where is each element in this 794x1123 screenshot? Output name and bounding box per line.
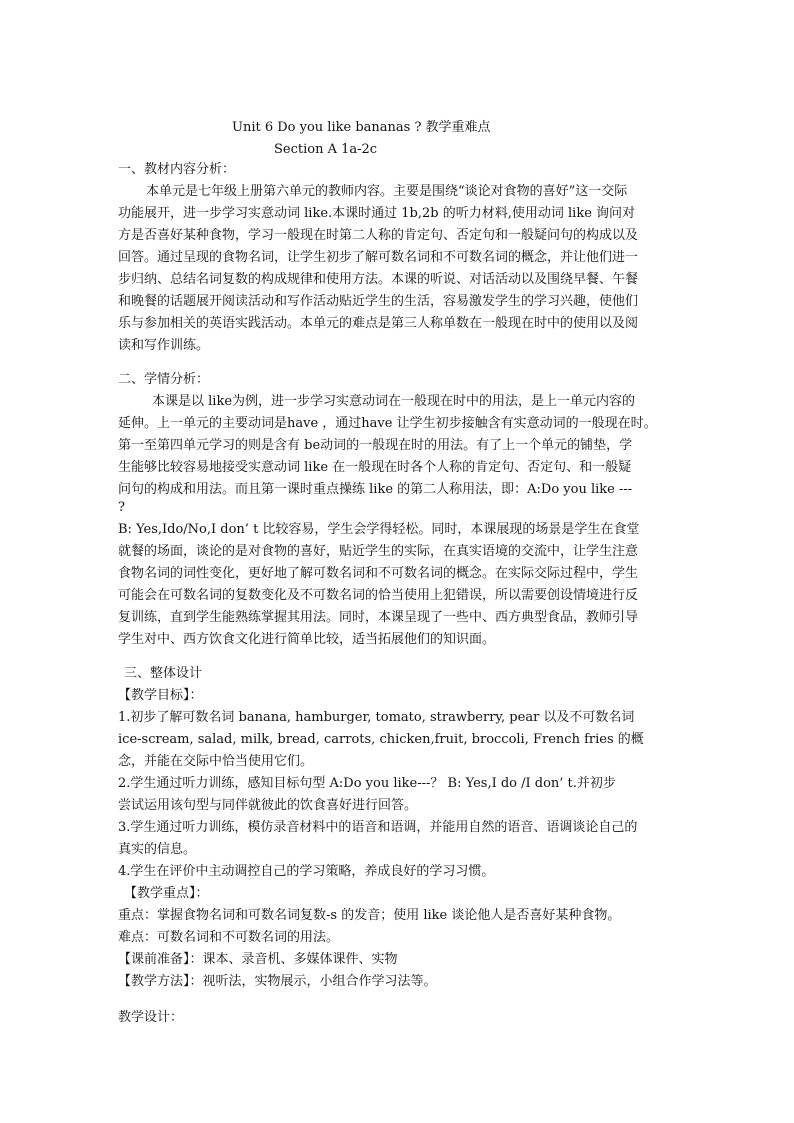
paragraph-line: 本单元是七年级上册第六单元的教师内容。主要是围绕“谈论对食物的喜好”这一交际: [146, 184, 628, 199]
paragraph-line: 生能够比较容易地接受实意动词 like 在一般现在时各个人称的肯定句、否定句、和一般疑: [118, 460, 632, 475]
document-subtitle: Section A 1a-2c: [274, 142, 378, 157]
paragraph-line: 就餐的场面，谈论的是对食物的喜好，贴近学生的实际，在真实语境的交流中，让学生注意: [118, 544, 639, 559]
paragraph-line: 三、整体设计: [124, 666, 203, 681]
paragraph-line: 难点：可数名词和不可数名词的用法。: [118, 930, 340, 945]
paragraph-line: ?: [118, 500, 125, 515]
paragraph-line: 1.初步了解可数名词 banana, hamburger, tomato, strawberry, pear 以及不可数名词: [118, 710, 635, 725]
paragraph-line: 【教学方法】：视听法，实物展示，小组合作学习法等。: [118, 974, 437, 989]
paragraph-line: 食物名词的词性变化，更好地了解可数名词和不可数名词的概念。在实际交际过程中，学生: [118, 566, 639, 581]
paragraph-line: 教学设计：: [118, 1010, 184, 1025]
paragraph-line: 一、教材内容分析：: [118, 162, 236, 177]
paragraph-line: 念，并能在交际中恰当使用它们。: [118, 754, 314, 769]
paragraph-line: ice-scream, salad, milk, bread, carrots, chicken,fruit, broccoli, French fries 的概: [118, 732, 644, 747]
paragraph-line: 【课前准备】：课本、录音机、多媒体课件、实物: [118, 952, 398, 967]
paragraph-line: 延伸。上一单元的主要动词是have ，通过have 让学生初步接触含有实意动词的一般现在时。: [118, 416, 657, 431]
paragraph-line: 重点：掌握食物名词和可数名词复数-s 的发音；使用 like 谈论他人是否喜好某种食物。: [118, 908, 621, 923]
paragraph-line: 本课是以 like为例，进一步学习实意动词在一般现在时中的用法，是上一单元内容的: [152, 394, 636, 409]
paragraph-line: 问句的构成和用法。而且第一课时重点操练 like 的第二人称用法，即：A:Do you like ---: [118, 482, 633, 497]
paragraph-line: 第一至第四单元学习的则是含有 be动词的一般现在时的用法。有了上一个单元的铺垫，学: [118, 438, 633, 453]
paragraph-line: 功能展开，进一步学习实意动词 like.本课时通过 1b,2b 的听力材料,使用动词 like 询问对: [118, 206, 636, 221]
paragraph-line: 二、学情分析：: [118, 372, 210, 387]
paragraph-line: 4.学生在评价中主动调控自己的学习策略，养成良好的学习习惯。: [118, 864, 495, 879]
paragraph-line: 可能会在可数名词的复数变化及不可数名词的恰当使用上犯错误，所以需要创设情境进行反: [118, 588, 639, 603]
document-title: Unit 6 Do you like bananas ? 教学重难点: [232, 120, 491, 135]
paragraph-line: 【教学目标】：: [118, 688, 203, 703]
paragraph-line: 复训练，直到学生能熟练掌握其用法。同时，本课呈现了一些中、西方典型食品，教师引导: [118, 610, 639, 625]
paragraph-line: 读和写作训练。: [118, 338, 210, 353]
paragraph-line: 学生对中、西方饮食文化进行简单比较，适当拓展他们的知识面。: [118, 632, 496, 647]
paragraph-line: 回答。通过呈现的食物名词，让学生初步了解可数名词和不可数名词的概念，并让他们进一: [118, 250, 639, 265]
paragraph-line: 尝试运用该句型与同伴就彼此的饮食喜好进行回答。: [118, 798, 418, 813]
paragraph-line: 【教学重点】：: [124, 886, 209, 901]
paragraph-line: B: Yes,Ido/No,I don’ t 比较容易，学生会学得轻松。同时，本课展现的场景是学生在食堂: [118, 522, 640, 537]
paragraph-line: 方是否喜好某种食物，学习一般现在时第二人称的肯定句、否定句和一般疑问句的构成以及: [118, 228, 639, 243]
paragraph-line: 步归纳、总结名词复数的构成规律和使用方法。本课的听说、对话活动以及围绕早餐、午餐: [118, 272, 639, 287]
paragraph-line: 2.学生通过听力训练，感知目标句型 A:Do you like---？ B: Yes,I do /I don’ t.并初步: [118, 776, 616, 791]
paragraph-line: 和晚餐的话题展开阅读活动和写作活动贴近学生的生活，容易激发学生的学习兴趣，使他们: [118, 294, 639, 309]
paragraph-line: 3.学生通过听力训练，模仿录音材料中的语音和语调，并能用自然的语音、语调谈论自己的: [118, 820, 638, 835]
paragraph-line: 乐与参加相关的英语实践活动。本单元的难点是第三人称单数在一般现在时中的使用以及阅: [118, 316, 639, 331]
paragraph-line: 真实的信息。: [118, 842, 197, 857]
